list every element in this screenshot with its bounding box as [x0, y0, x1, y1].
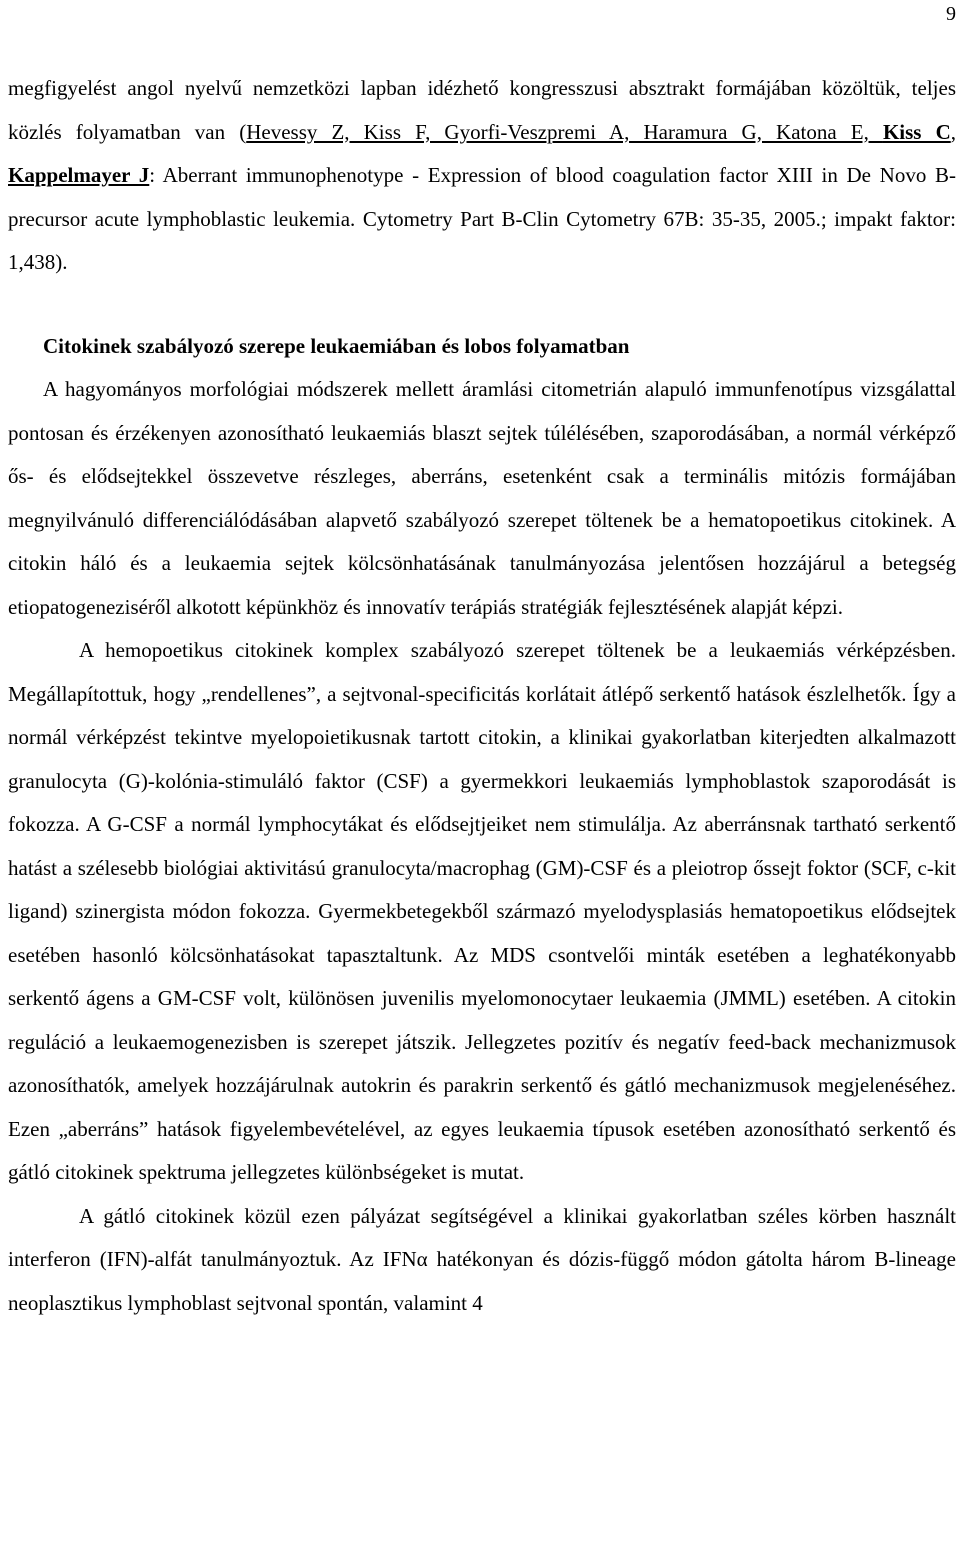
author-kiss-c: Kiss C [882, 119, 951, 144]
intro-paragraph [8, 67, 956, 285]
intro-text-4: : Aberrant immunophenotype - Expression of blood coagulation factor XIII in De Novo B-precursor acute lymphoblastic leukemia. Cytometry Part B-Clin Cytometry 67B: 35-35, 2005.; impakt faktor: 1,438). [8, 163, 956, 274]
intro-text-2: Hevessy Z, Kiss F, Gyorfi-Veszpremi A, Haramura G, Katona E, [246, 119, 883, 144]
paragraph-3: A gátló citokinek közül ezen pályázat segítségével a klinikai gyakorlatban széles körben használt interferon (IFN)-alfát tanulmányoztuk. Az IFNα hatékonyan és dózis-függő módon gátolta három B-lineage neoplasztikus lymphoblast sejtvonal spontán, valamint 4 [8, 1203, 956, 1315]
paragraph-1: A hagyományos morfológiai módszerek mellett áramlási citometrián alapuló immunfenotípus vizsgálattal pontosan és érzékenyen azonosítható leukaemiás blaszt sejtek túlélésében, szaporodásában, a normál vérképző ős- és elődsejtekkel összevetve részleges, aberráns, esetenként csak a terminális mitózis formájában megnyilvánuló differenciálódásában alapvető szabályozó szerepet töltenek be a hematopoetikus citokinek. A citokin háló és a leukaemia sejtek kölcsönhatásának tanulmányozása jelentősen hozzájárul a betegség etiopatogeneziséről alkotott képünkhöz és innovatív terápiás stratégiák fejlesztésének alapját képzi. [8, 377, 956, 619]
intro-text-3: , [950, 119, 956, 144]
paragraph-2: A hemopoetikus citokinek komplex szabályozó szerepet töltenek be a leukaemiás vérképzésben. Megállapítottuk, hogy „rendellenes”, a sejtvonal-specificitás korlátait átlépő serkentő hatások észlelhetők. Így a normál vérképzést tekintve myelopoietikusnak tartott citokin, a klinikai gyakorlatban kiterjedten alkalmazott granulocyta (G)-kolónia-stimuláló faktor (CSF) a gyermekkori leukaemiás lymphoblastok szaporodását is fokozza. A G-CSF a normál lymphocytákat és elődsejtjeiket nem stimulálja. Az aberránsnak tartható serkentő hatást a szélesebb biológiai aktivitású granulocyta/macrophag (GM)-CSF és a pleiotrop őssejt foktor (SCF, c-kit ligand) szinergista módon fokozza. Gyermekbetegekből származó myelodysplasiás hematopoetikus elődsejtek esetében hasonló kölcsönhatásokat tapasztaltunk. Az MDS csontvelői minták esetében a leghatékonyabb serkentő ágens a GM-CSF volt, különösen juvenilis myelomonocytaer leukaemia (JMML) esetében. A citokin reguláció a leukaemogenezisben is szerepet játszik. Jellegzetes pozitív és negatív feed-back mechanizmusok azonosíthatók, amelyek hozzájárulnak autokrin és parakrin serkentő és gátló mechanizmusok megjelenéséhez. Ezen „aberráns” hatások figyelembevételével, az egyes leukaemia típusok esetében azonosítható serkentő és gátló citokinek spektruma jellegzetes különbségeket is mutat. [8, 638, 956, 1184]
section-heading: Citokinek szabályozó szerepe leukaemiában és lobos folyamatban [43, 333, 630, 358]
document-body [8, 67, 956, 1325]
intro-text-1: megfigyelést angol nyelvű nemzetközi lapban idézhető kongresszusi absztrakt formájában közöltük, teljes közlés folyamatban van ( [8, 76, 956, 144]
page-number: 9 [946, 3, 956, 25]
author-kappelmayer-j: Kappelmayer J [8, 163, 150, 187]
